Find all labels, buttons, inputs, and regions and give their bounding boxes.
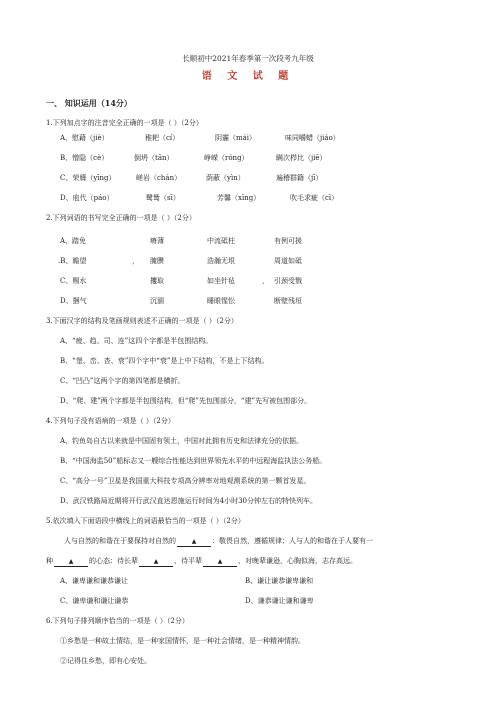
question-2-stem: 2.下列词语的书写完全正确的一项是（ ）（2分） xyxy=(46,214,196,222)
option-b-4: 瞒次栉比（jiē） xyxy=(276,154,327,162)
option-c: C、谦卑谦和谦让谦恭 xyxy=(60,597,129,605)
passage-text: 人与自然的和谐在于要保持对自然的 xyxy=(64,537,176,545)
option-c: C、“凹凸”这两个字的第四笔都是横折。 xyxy=(60,377,185,385)
option-c-5: 引颈受戮 xyxy=(274,277,302,285)
question-5-stem: 5.依次填入下面语段中横线上的词语最恰当的一项是（ ）（2分） xyxy=(46,517,245,525)
question-1-stem: 1.下列加点字的注音完全正确的一项是（ ）（2分） xyxy=(46,119,203,127)
question-3-stem: 3.下面汉字的结构及笔画规则表述不正确的一项是（ ）（2分） xyxy=(46,317,238,325)
option-d: D、“爬、建”两个字都是半包围结构，但“爬”先包围部分，“建”先写被包围部分。 xyxy=(60,397,312,405)
option-c-3: 如坐针毡 xyxy=(207,277,235,285)
fill-blank-4[interactable]: ▲ xyxy=(203,558,237,567)
option-d-3: 芳馨（xīng） xyxy=(217,194,261,202)
passage-text: 的心态：待长辈 xyxy=(89,557,138,565)
option-b-2: 倒坍（tān） xyxy=(134,154,174,162)
passage-line-2 xyxy=(46,556,357,567)
passage-text: 、对晚辈谦逊，心胸似海，志存高远。 xyxy=(238,557,357,565)
option-b-1: .B、瞻望 xyxy=(58,257,87,265)
option-b-4: 浩瀚无垠 xyxy=(207,257,235,265)
option-a-4: 味同嚼蜡（jiáo） xyxy=(285,134,340,142)
option-c-3: 荫蔽（yìn） xyxy=(206,174,245,182)
option-a-1: A、慰藉（jiè） xyxy=(60,134,109,142)
option-c-1: C、赐水 xyxy=(60,277,87,285)
option-a: A、钓鱼岛自古以来就是中国固有领土，中国对此拥有历史和法律充分的依据。 xyxy=(60,437,304,445)
passage-text: ：敬畏自然，遵循规律；人与人的和谐在于人要有一 xyxy=(212,537,373,545)
option-b-2: ， xyxy=(132,257,139,265)
option-d-4: 断壁残垣 xyxy=(274,297,302,305)
question-4-stem: 4.下列句子没有语病的一项是（ ）（2分） xyxy=(46,417,175,425)
option-c-2: 攫取 xyxy=(150,277,164,285)
option-a-2: 瘠薄 xyxy=(150,237,164,245)
option-a: A、“疲、趋、司、连”这四个字都是半包围结构。 xyxy=(60,337,213,345)
option-a: A、谦卑谦和谦恭谦让 xyxy=(60,577,129,585)
option-a-1: A、踏免 xyxy=(60,237,87,245)
option-a-3: 中流砥柱 xyxy=(207,237,235,245)
option-c-2: 嵯岩（chán） xyxy=(136,174,182,182)
option-b: B、“堡、峦、杏、衰”四个字中“衰”是上中下结构，不是上下结构。 xyxy=(60,357,269,365)
option-c-4: 遍稽群籍（jī） xyxy=(276,174,323,182)
fill-blank-2[interactable]: ▲ xyxy=(54,558,88,567)
option-d-1: D、庖代（páo） xyxy=(60,194,114,202)
sentence-item-1: ①乡愁是一种故土情结，是一种家国情怀，是一种社会情绪，是一种精神情韵。 xyxy=(60,637,305,645)
exam-title: 语 文 试 题 xyxy=(201,71,295,82)
option-c: C、“高分一号”卫星是我国重大科技专项高分辨率对地观测系统的第一颗首发星。 xyxy=(60,477,311,485)
option-b-5: 周道如砥 xyxy=(274,257,302,265)
option-a-2: 稚耙（cí） xyxy=(145,134,180,142)
option-b-3: 腌臜 xyxy=(150,257,164,265)
option-c-4: ， xyxy=(262,277,269,285)
passage-text: 、待平辈 xyxy=(174,557,202,565)
passage-text: 种 xyxy=(46,557,53,565)
option-d: D、谦恭谦让谦和谦卑 xyxy=(245,597,314,605)
fill-blank-3[interactable]: ▲ xyxy=(139,558,173,567)
option-d-3: 睡眼惺忪 xyxy=(207,297,235,305)
option-d-4: 吹毛求疵（cī） xyxy=(290,194,339,202)
option-a-4: 有例可援 xyxy=(274,237,302,245)
option-b: B、谦让谦恭谦卑谦和 xyxy=(245,577,314,585)
option-d: D、武汉铁路局近期将开行武汉直达恩施运行时间为4小时30分钟左右的特快列车。 xyxy=(60,497,317,505)
passage-line-1 xyxy=(64,536,373,547)
question-6-stem: 6.下列句子排列顺序恰当的一项是（ ）（2分） xyxy=(46,617,189,625)
option-b: B、“中国海监50”船标志又一艘综合性能达到世界领先水平的中远程海监执法公务船。 xyxy=(60,457,327,465)
fill-blank-1[interactable]: ▲ xyxy=(177,538,211,547)
option-b-1: B、憎隐（cè） xyxy=(60,154,109,162)
option-b-3: 峥嵘（róng） xyxy=(204,154,249,162)
option-d-1: D、捆气 xyxy=(60,297,87,305)
option-a-3: 阴霾（mái） xyxy=(215,134,257,142)
exam-header: 长顺初中2021年春季第一次段考九年级 xyxy=(182,54,314,63)
section-heading: 一、 知识运用（14分） xyxy=(46,98,132,108)
option-d-2: 鹭鸶（sī） xyxy=(146,194,180,202)
option-d-2: 沉湎 xyxy=(150,297,164,305)
sentence-item-2: ②记得住乡愁，即有心安处。 xyxy=(60,657,151,665)
option-c-1: C、荣膺（yīng） xyxy=(60,174,116,182)
